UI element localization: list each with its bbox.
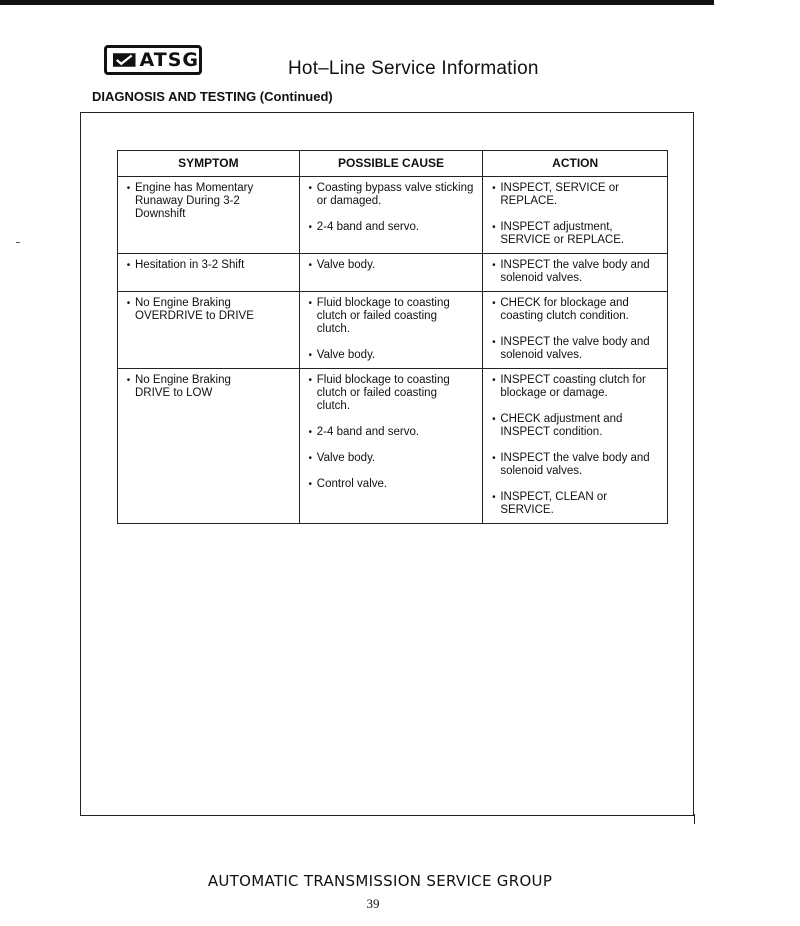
table-header-row <box>118 151 668 177</box>
table-body <box>118 177 668 524</box>
bullet-icon: • <box>126 375 131 386</box>
list-item <box>304 297 479 336</box>
table-row <box>118 369 668 524</box>
column-header-symptom: SYMPTOM <box>118 151 300 177</box>
section-heading: DIAGNOSIS AND TESTING (Continued) <box>92 89 333 104</box>
list-item <box>487 374 663 400</box>
action-cell <box>483 177 668 254</box>
item-text: INSPECT, CLEAN or SERVICE. <box>500 491 608 516</box>
action-cell <box>483 254 668 292</box>
list-item <box>122 259 295 272</box>
bullet-icon: • <box>308 298 313 309</box>
item-text: Fluid blockage to coasting clutch or failed coasting clutch. <box>316 374 450 412</box>
column-header-possible-cause: POSSIBLE CAUSE <box>299 151 483 177</box>
bullet-icon: • <box>492 492 496 503</box>
cause-cell <box>299 254 483 292</box>
table-row <box>118 254 668 292</box>
logo-text: ATSG <box>139 49 199 71</box>
checkmark-icon <box>113 51 136 69</box>
list-item <box>487 452 663 478</box>
atsg-logo <box>104 45 202 75</box>
list-item <box>304 426 479 439</box>
bullet-icon: • <box>308 375 313 386</box>
frame-tick <box>694 814 695 824</box>
cause-cell <box>299 177 483 254</box>
table-row <box>118 177 668 254</box>
column-header-action: ACTION <box>483 151 668 177</box>
item-text: 2-4 band and servo. <box>316 221 420 233</box>
list-item <box>487 182 663 208</box>
cause-cell <box>299 292 483 369</box>
action-cell <box>483 292 668 369</box>
list-item <box>304 478 479 491</box>
bullet-icon: • <box>492 453 496 464</box>
item-text: No Engine Braking DRIVE to LOW <box>135 374 231 399</box>
item-text: Coasting bypass valve sticking or damaged. <box>316 182 474 207</box>
item-text: No Engine Braking OVERDRIVE to DRIVE <box>135 297 254 322</box>
bullet-icon: • <box>492 222 496 233</box>
symptom-cell <box>118 254 300 292</box>
item-text: INSPECT adjustment, SERVICE or REPLACE. <box>500 221 625 246</box>
list-item <box>304 259 479 272</box>
item-text: Control valve. <box>316 478 388 490</box>
bullet-icon: • <box>492 414 496 425</box>
page-number: 39 <box>366 896 380 911</box>
item-text: Valve body. <box>316 349 376 361</box>
cause-cell <box>299 369 483 524</box>
item-text: CHECK for blockage and coasting clutch condition. <box>500 297 629 322</box>
list-item <box>304 349 479 362</box>
margin-mark <box>16 242 20 243</box>
bullet-icon: • <box>492 375 496 386</box>
bullet-icon: • <box>308 427 313 438</box>
table-row <box>118 292 668 369</box>
item-text: 2-4 band and servo. <box>316 426 420 438</box>
list-item <box>122 182 295 221</box>
list-item <box>487 221 663 247</box>
item-text: CHECK adjustment and INSPECT condition. <box>500 413 623 438</box>
bullet-icon: • <box>308 453 313 464</box>
list-item <box>122 297 295 323</box>
item-text: Valve body. <box>316 452 376 464</box>
item-text: INSPECT the valve body and solenoid valves. <box>500 336 650 361</box>
item-text: Valve body. <box>316 259 376 271</box>
action-cell <box>483 369 668 524</box>
item-text: INSPECT the valve body and solenoid valves. <box>500 452 650 477</box>
list-item <box>122 374 295 400</box>
item-text: Engine has Momentary Runaway During 3-2 Downshift <box>135 182 254 220</box>
bullet-icon: • <box>492 298 496 309</box>
item-text: Hesitation in 3-2 Shift <box>135 259 245 271</box>
list-item <box>487 413 663 439</box>
item-text: INSPECT the valve body and solenoid valves. <box>500 259 650 284</box>
top-rule <box>0 0 714 5</box>
symptom-cell <box>118 369 300 524</box>
list-item <box>487 259 663 285</box>
list-item <box>304 221 479 234</box>
bullet-icon: • <box>126 298 131 309</box>
diagnosis-table <box>117 150 668 524</box>
bullet-icon: • <box>492 337 496 348</box>
list-item <box>487 336 663 362</box>
bullet-icon: • <box>308 350 313 361</box>
footer-org: AUTOMATIC TRANSMISSION SERVICE GROUP <box>207 872 553 890</box>
bullet-icon: • <box>126 260 131 271</box>
bullet-icon: • <box>308 260 313 271</box>
symptom-cell <box>118 177 300 254</box>
item-text: Fluid blockage to coasting clutch or failed coasting clutch. <box>316 297 450 335</box>
item-text: INSPECT, SERVICE or REPLACE. <box>500 182 619 207</box>
list-item <box>487 491 663 517</box>
page-title: Hot–Line Service Information <box>288 58 539 79</box>
bullet-icon: • <box>492 260 496 271</box>
list-item <box>304 182 479 208</box>
list-item <box>304 452 479 465</box>
list-item <box>304 374 479 413</box>
bullet-icon: • <box>126 183 131 194</box>
bullet-icon: • <box>308 222 313 233</box>
list-item <box>487 297 663 323</box>
bullet-icon: • <box>308 183 313 194</box>
item-text: INSPECT coasting clutch for blockage or damage. <box>500 374 646 399</box>
symptom-cell <box>118 292 300 369</box>
bullet-icon: • <box>492 183 496 194</box>
bullet-icon: • <box>308 479 313 490</box>
